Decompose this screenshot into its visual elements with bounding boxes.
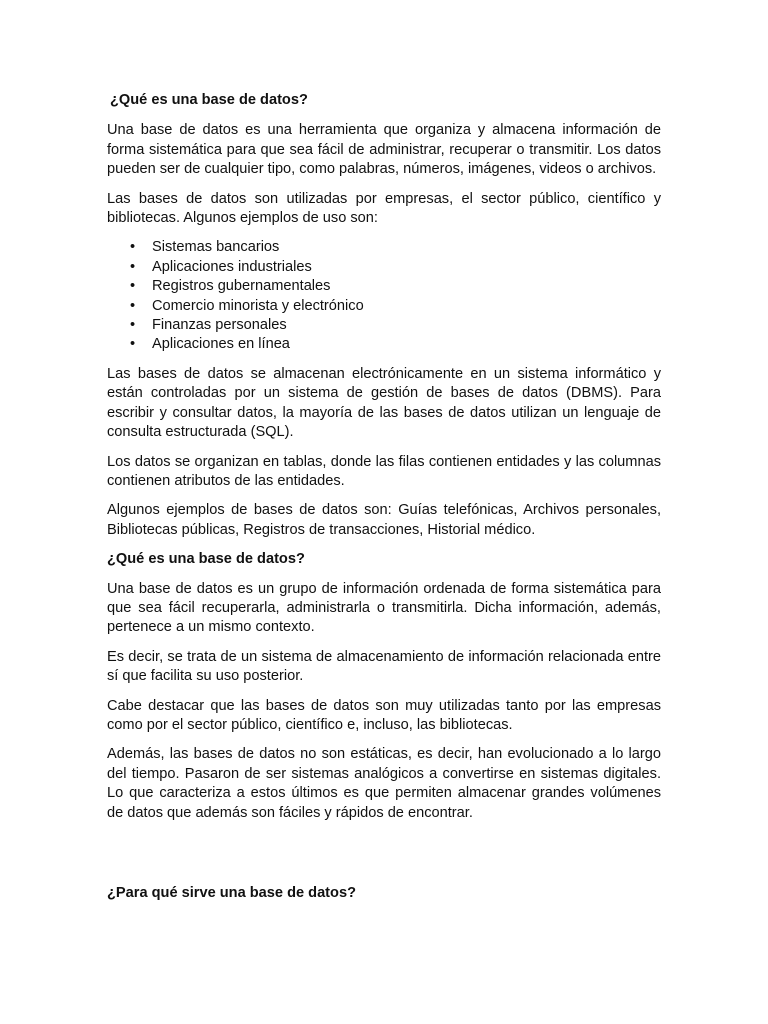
paragraph: Es decir, se trata de un sistema de almacenamiento de información relacionada entre sí que facilita su uso posterior. — [107, 648, 661, 685]
section-heading-1: ¿Qué es una base de datos? — [110, 92, 308, 108]
paragraph: Las bases de datos se almacenan electrónicamente en un sistema informático y están controladas por un sistema de gestión de bases de datos (DBMS). Para escribir y consultar datos, la mayoría de las bases de datos utilizan un lenguaje de consulta estructurada (SQL). — [107, 365, 661, 441]
paragraph: Una base de datos es una herramienta que organiza y almacena información de forma sistemática para que sea fácil de administrar, recuperar o transmitir. Los datos pueden ser de cualquier tipo, como palabras, números, imágenes, videos o archivos. — [107, 122, 661, 178]
paragraph: Las bases de datos son utilizadas por empresas, el sector público, científico y bibliotecas. Algunos ejemplos de uso son: — [107, 190, 661, 227]
list-item — [107, 316, 661, 335]
paragraph: Los datos se organizan en tablas, donde las filas contienen entidades y las columnas contienen atributos de las entidades. — [107, 453, 661, 489]
bullet-icon: • — [130, 239, 136, 256]
paragraph: Una base de datos es un grupo de información ordenada de forma sistemática para que sea fácil recuperarla, administrarla o transmitirla. Dicha información, además, pertenece a un mismo contexto. — [107, 580, 661, 636]
list-item-text: Registros gubernamentales — [152, 278, 331, 295]
list-item — [107, 297, 661, 316]
list-item-text: Comercio minorista y electrónico — [152, 297, 364, 314]
section-heading-3: ¿Para qué sirve una base de datos? — [107, 885, 356, 901]
list-item-text: Finanzas personales — [152, 317, 287, 334]
paragraph: Cabe destacar que las bases de datos son muy utilizadas tanto por las empresas como por el sector público, científico e, incluso, las bibliotecas. — [107, 697, 661, 733]
bullet-icon: • — [130, 336, 136, 353]
list-item — [107, 258, 661, 277]
list-item — [107, 238, 661, 257]
bullet-icon: • — [130, 258, 136, 275]
examples-list — [107, 238, 661, 354]
paragraph: Algunos ejemplos de bases de datos son: Guías telefónicas, Archivos personales, Bibliotecas públicas, Registros de transacciones, Historial médico. — [107, 502, 661, 538]
section-heading-2: ¿Qué es una base de datos? — [107, 551, 305, 568]
list-item-text: Aplicaciones industriales — [152, 258, 312, 275]
list-item — [107, 277, 661, 296]
list-item-text: Sistemas bancarios — [152, 239, 280, 256]
bullet-icon: • — [130, 317, 136, 334]
paragraph: Además, las bases de datos no son estáticas, es decir, han evolucionado a lo largo del tiempo. Pasaron de ser sistemas analógicos a convertirse en sistemas digitales. Lo que caracteriza a estos últimos es que permiten almacenar grandes volúmenes de datos que además son fáciles y rápidos de encontrar. — [107, 746, 661, 821]
bullet-icon: • — [130, 278, 136, 295]
document-page — [107, 91, 661, 903]
list-item — [107, 335, 661, 354]
list-item-text: Aplicaciones en línea — [152, 336, 290, 353]
bullet-icon: • — [130, 297, 136, 314]
